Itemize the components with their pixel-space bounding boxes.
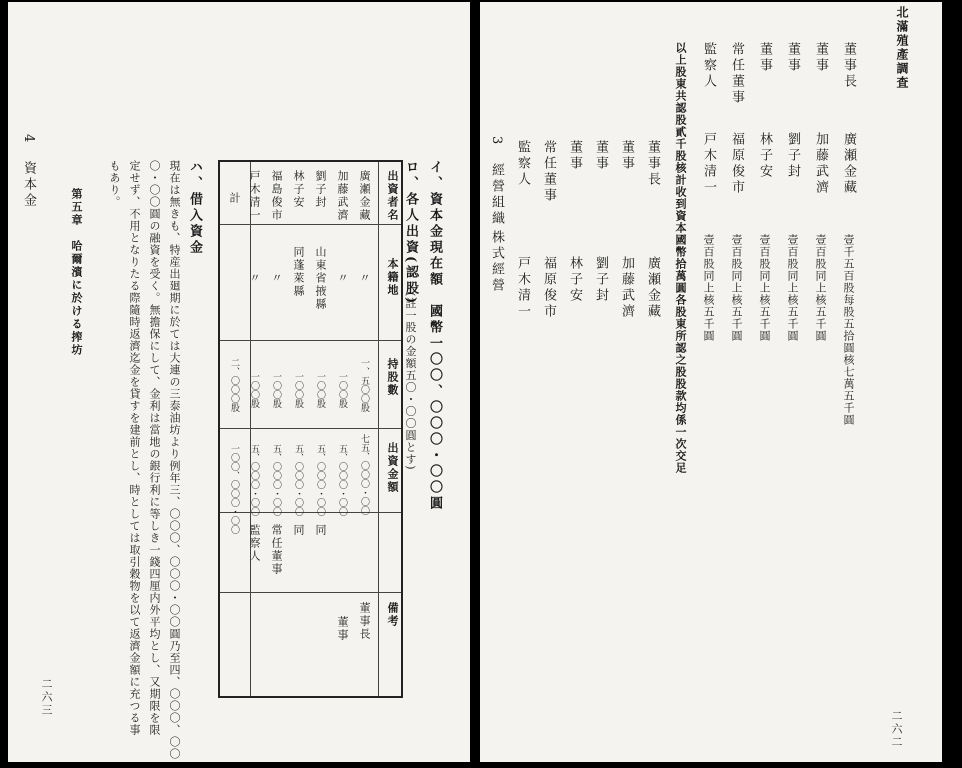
item-4-label: 4 資本金 <box>21 134 36 210</box>
header-origin: 本籍地 <box>386 258 399 297</box>
director-shares: 壹百股同上核五千圓 <box>786 234 799 342</box>
director-name: 加藤武濟 <box>813 132 828 196</box>
table-rule <box>220 224 401 225</box>
director-shares: 壹百股同上核五千圓 <box>758 234 771 342</box>
loan-text-line: 定せず、不用となりたる際隨時返濟迄金を貸すを建前とし、時としては取引穀物を以て返濟金額に充つる事 <box>128 160 141 736</box>
director-name: 劉子封 <box>785 132 800 180</box>
table-rule <box>220 592 401 593</box>
director-name: 福原俊市 <box>541 256 556 320</box>
table-cell: 一〇〇股 <box>315 372 325 408</box>
table-row: 戸木清一 <box>248 170 261 222</box>
director-shares: 壹百股同上核五千圓 <box>730 234 743 342</box>
director-title: 董事長 <box>841 42 856 90</box>
chapter-footer: 第五章 哈爾濱に於ける搾坊 <box>70 188 83 357</box>
table-cell: 同 <box>314 524 327 537</box>
table-cell: 五、〇〇〇・〇〇 <box>293 444 303 516</box>
table-cell: 五、〇〇〇・〇〇 <box>249 444 259 516</box>
table-cell: 常任董事 <box>270 524 283 576</box>
subscription-heading: ロ、各人出資(認股) <box>403 160 418 307</box>
table-cell: 五、〇〇〇・〇〇 <box>337 444 347 516</box>
director-title: 監察人 <box>701 42 716 90</box>
table-cell: 董事 <box>336 616 349 642</box>
table-cell: 同蓬萊縣 <box>292 246 305 298</box>
director-title: 董事 <box>813 42 828 74</box>
table-row: 福島俊市 <box>270 170 283 222</box>
table-cell: 五、〇〇〇・〇〇 <box>315 444 325 516</box>
shareholder-table <box>218 160 403 698</box>
loan-heading: ハ、借入資金 <box>187 160 202 256</box>
book-gutter <box>470 0 480 768</box>
table-rule <box>220 428 401 429</box>
total-label: 計 <box>228 192 241 205</box>
director-name: 廣瀬金藏 <box>841 132 856 196</box>
header-remark: 備考 <box>386 602 399 628</box>
director-title: 常任董事 <box>541 140 556 204</box>
subscription-note: (註一股の金額五〇・〇〇圓とす) <box>404 292 417 471</box>
header-amount: 出資金額 <box>386 442 399 494</box>
total-shares: 二、〇〇〇股 <box>229 358 239 412</box>
table-cell: 一〇〇股 <box>249 372 259 408</box>
director-shares: 壹千五百股每股五拾圓核七萬五千圓 <box>842 234 855 426</box>
director-name: 加藤武濟 <box>619 256 634 320</box>
capital-line: イ、資本金現在額 國幣一〇〇、〇〇〇・〇〇圓 <box>427 160 442 512</box>
director-name: 廣瀬金藏 <box>645 256 660 320</box>
right-page <box>480 2 942 762</box>
table-cell: 董事長 <box>358 602 371 641</box>
table-cell: 一〇〇股 <box>337 372 347 408</box>
director-name: 林子安 <box>757 132 772 180</box>
table-row: 劉子封 <box>314 170 327 209</box>
left-page <box>8 2 470 762</box>
director-name: 林子安 <box>567 256 582 304</box>
item-3-value: 株式經營 <box>489 230 504 294</box>
director-title: 董事 <box>619 140 634 172</box>
loan-text-line: 〇・〇〇圓の融資を受く。無擔保にして、金利は當地の銀行利に等しき一錢四厘内外平均とし、又期限を限 <box>148 160 161 736</box>
director-title: 董事 <box>757 42 772 74</box>
statement-line: 以上股東共認股貳千股核計收到資本國幣拾萬圓各股東所認之股股款均係一次交足 <box>674 42 687 474</box>
header-name: 出資者名 <box>386 170 399 222</box>
table-cell: 〃 <box>270 272 283 285</box>
table-cell: 山東省掖縣 <box>314 246 327 311</box>
director-title: 董事 <box>567 140 582 172</box>
table-cell: 〃 <box>358 272 371 285</box>
director-title: 監察人 <box>515 140 530 188</box>
table-cell: 一、五〇〇股 <box>359 358 369 412</box>
loan-text-line: もあり。 <box>108 160 121 208</box>
table-cell: 五、〇〇〇・〇〇 <box>271 444 281 516</box>
table-cell: 同 <box>292 524 305 537</box>
table-row: 林子安 <box>292 170 305 209</box>
total-divider <box>250 162 251 696</box>
table-cell: 七五、〇〇〇・〇〇 <box>359 434 369 515</box>
table-cell: 〃 <box>248 272 261 285</box>
table-row: 加藤武濟 <box>336 170 349 222</box>
page-number: 二六二 <box>890 710 903 749</box>
table-cell: 一〇〇股 <box>293 372 303 408</box>
director-name: 福原俊市 <box>729 132 744 196</box>
table-row: 廣瀬金藏 <box>358 170 371 222</box>
table-cell: 監察人 <box>248 524 261 563</box>
director-name: 戸木清一 <box>515 256 530 320</box>
director-title: 常任董事 <box>729 42 744 106</box>
director-shares: 壹百股同上核五千圓 <box>702 234 715 342</box>
total-amount: 一〇〇、〇〇〇・〇〇 <box>229 444 239 534</box>
loan-text-line: 現在は無きも、特産出廻期に於ては大連の三泰油坊より例年三、〇〇〇、〇〇〇・〇〇圓乃至四、〇〇〇、〇〇 <box>168 160 181 760</box>
table-rule <box>220 340 401 341</box>
header-shares: 持股數 <box>386 358 399 397</box>
table-cell: 〃 <box>336 272 349 285</box>
table-cell: 一〇〇股 <box>271 372 281 408</box>
running-header: 北滿殖產調査 <box>895 6 909 90</box>
director-shares: 壹百股同上核五千圓 <box>814 234 827 342</box>
item-3-label: 3 經營組織 <box>489 136 504 228</box>
page-number: 二六三 <box>40 678 53 717</box>
director-title: 董事 <box>593 140 608 172</box>
director-title: 董事長 <box>645 140 660 188</box>
director-name: 戸木清一 <box>701 132 716 196</box>
director-title: 董事 <box>785 42 800 74</box>
director-name: 劉子封 <box>593 256 608 304</box>
